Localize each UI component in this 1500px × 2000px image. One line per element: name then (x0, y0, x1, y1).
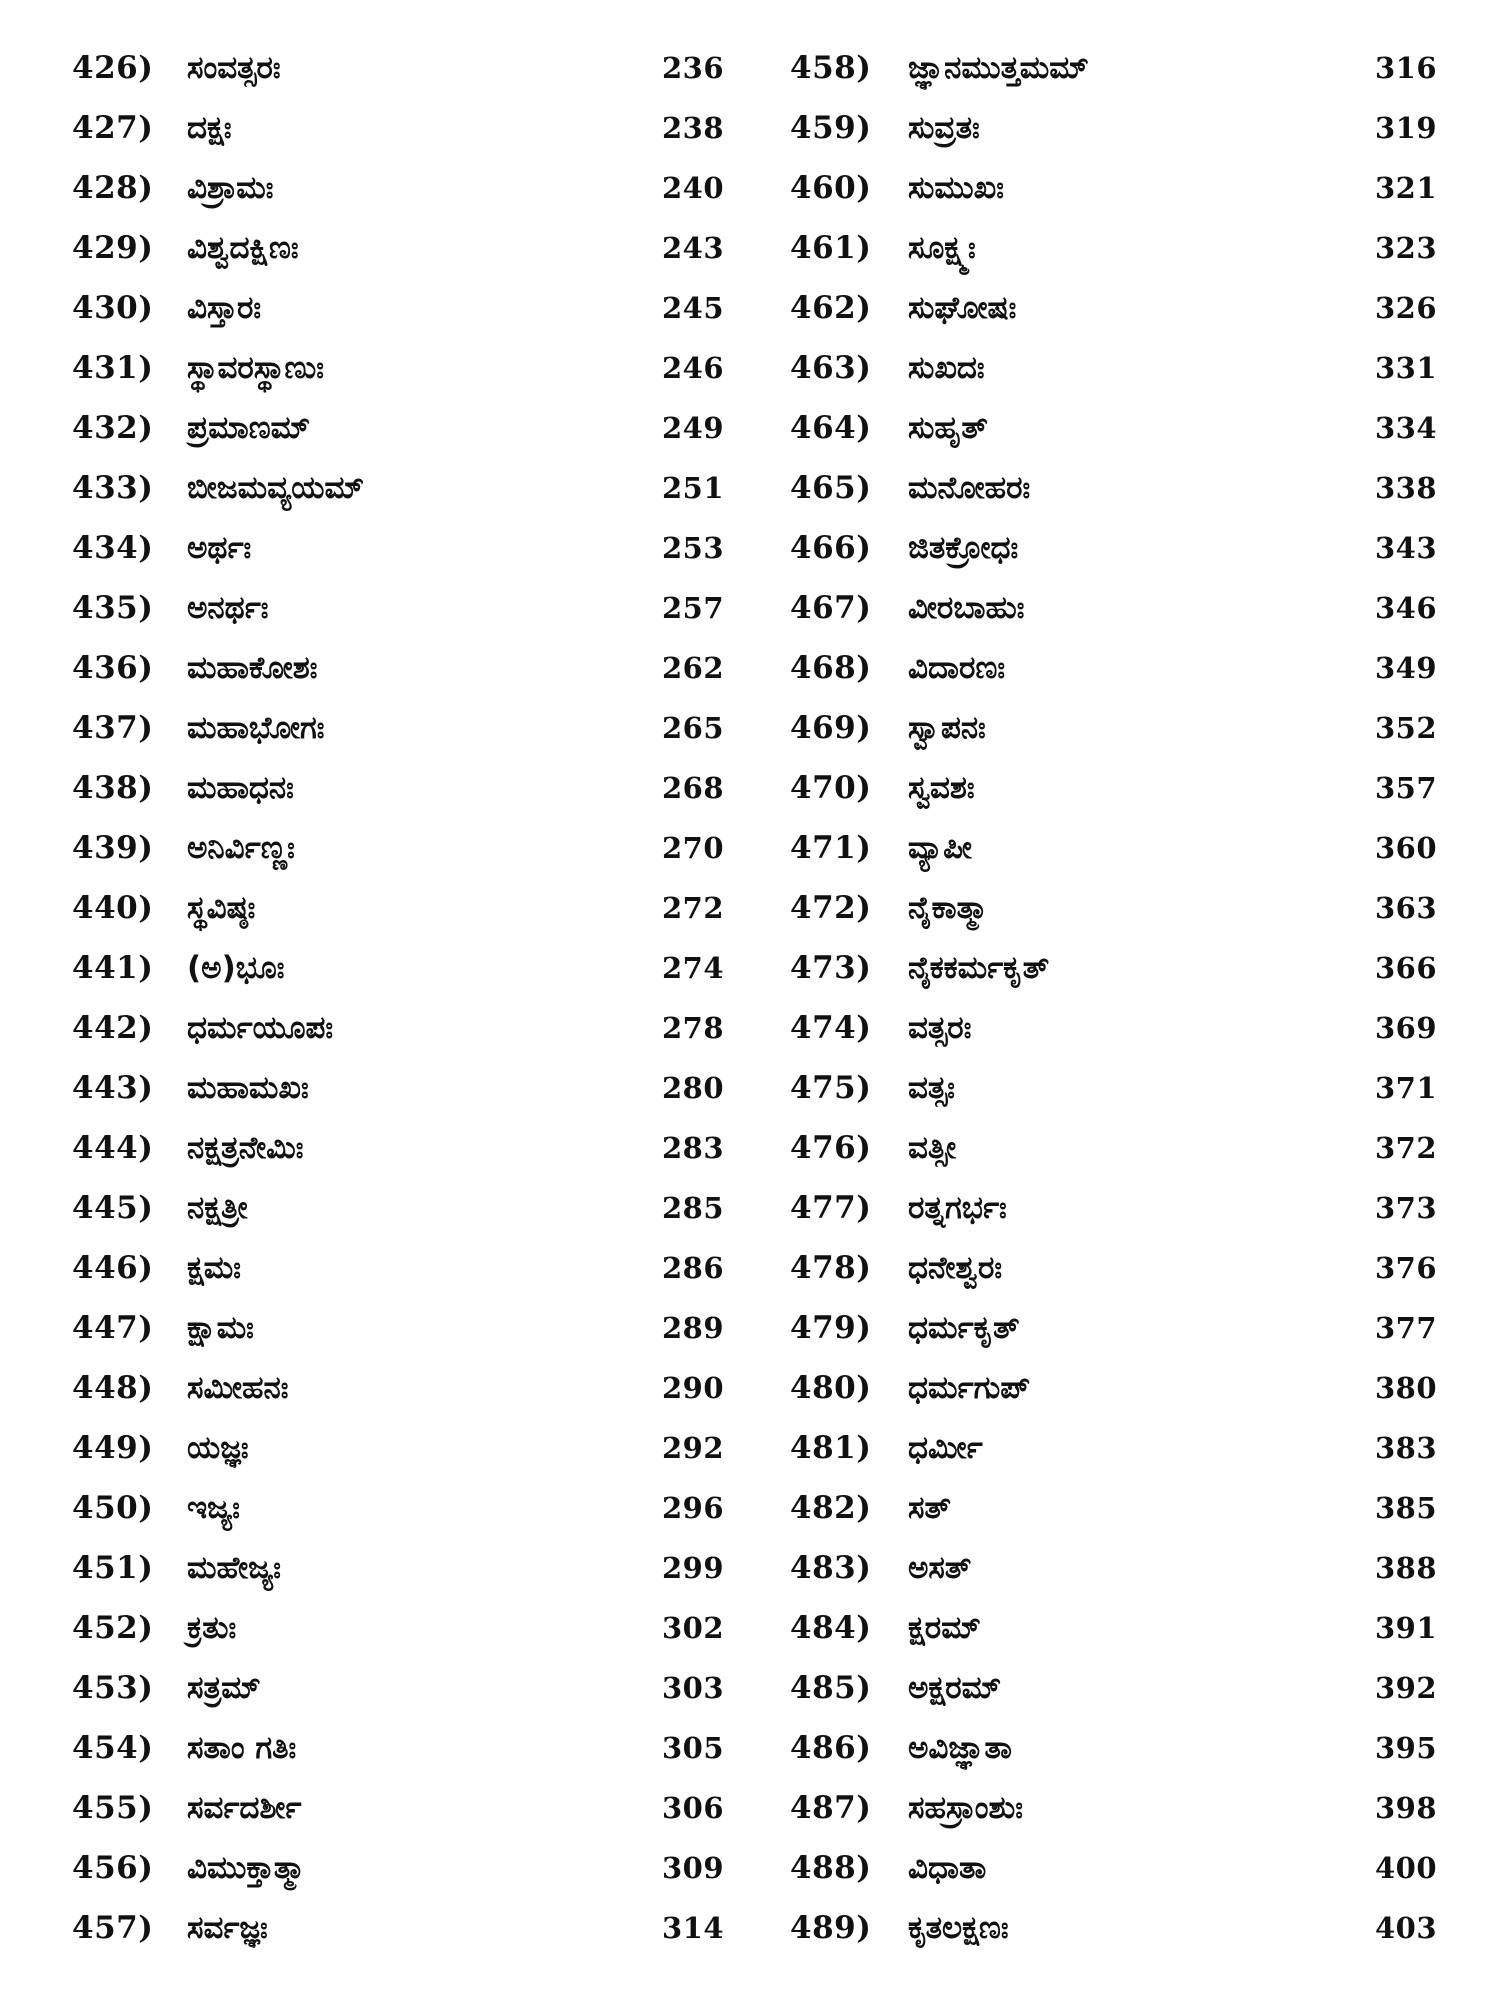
entry-page-number: 236 (662, 51, 725, 85)
index-entry (790, 38, 1450, 98)
index-entry (790, 818, 1450, 878)
entry-page-number: 292 (662, 1431, 725, 1465)
index-entry (72, 998, 725, 1058)
entry-name: ಧರ್ಮೀ (908, 1430, 983, 1466)
entry-number: 486) (790, 1730, 872, 1766)
entry-name: ಸತ್ರಮ್ (187, 1670, 261, 1706)
entry-number: 428) (72, 170, 154, 206)
entry-number: 487) (790, 1790, 872, 1826)
entry-name: ಸರ್ವಜ್ಞಃ (187, 1910, 268, 1946)
entry-number: 461) (790, 230, 872, 266)
entry-name: ವಿಶ್ವದಕ್ಷಿಣಃ (187, 230, 299, 266)
entry-page-number: 392 (1375, 1671, 1438, 1705)
index-entry (72, 398, 725, 458)
index-column-left (72, 38, 725, 1958)
entry-number: 466) (790, 530, 872, 566)
entry-number: 426) (72, 50, 154, 86)
index-entry (72, 1358, 725, 1418)
entry-number: 476) (790, 1130, 872, 1166)
entry-name: ಸೂಕ್ಷ್ಮಃ (908, 230, 976, 266)
index-entry (72, 458, 725, 518)
index-entry (790, 158, 1450, 218)
entry-name: ಅವಿಜ್ಞಾತಾ (908, 1730, 1012, 1766)
entry-page-number: 334 (1375, 411, 1438, 445)
entry-page-number: 385 (1375, 1491, 1438, 1525)
entry-page-number: 376 (1375, 1251, 1438, 1285)
entry-name: ಸಮೀಹನಃ (187, 1370, 289, 1406)
entry-number: 480) (790, 1370, 872, 1406)
entry-name: ಸ್ವಾಪನಃ (908, 710, 986, 746)
entry-name: ಧನೇಶ್ವರಃ (908, 1250, 1003, 1286)
index-entry (790, 1118, 1450, 1178)
entry-page-number: 253 (662, 531, 725, 565)
index-entry (72, 278, 725, 338)
index-column-right (790, 38, 1450, 1958)
entry-name: ನೈಕಾತ್ಮಾ (908, 890, 989, 926)
entry-number: 472) (790, 890, 872, 926)
entry-page-number: 306 (662, 1791, 725, 1825)
entry-page-number: 289 (662, 1311, 725, 1345)
entry-name: ಧರ್ಮಯೂಪಃ (187, 1010, 334, 1046)
index-entry (790, 1298, 1450, 1358)
index-entry (72, 1418, 725, 1478)
entry-page-number: 305 (662, 1731, 725, 1765)
index-entry (72, 1538, 725, 1598)
entry-page-number: 326 (1375, 291, 1438, 325)
index-entry (72, 1898, 725, 1958)
entry-page-number: 371 (1375, 1071, 1438, 1105)
entry-number: 432) (72, 410, 154, 446)
entry-page-number: 343 (1375, 531, 1438, 565)
entry-name: ಮಹೇಜ್ಯಃ (187, 1550, 281, 1586)
index-entry (790, 1478, 1450, 1538)
index-entry (72, 1658, 725, 1718)
entry-page-number: 262 (662, 651, 725, 685)
entry-number: 457) (72, 1910, 154, 1946)
entry-name: ವತ್ಸರಃ (908, 1010, 972, 1046)
index-entry (72, 938, 725, 998)
entry-name: ನಕ್ಷತ್ರನೇಮಿಃ (187, 1130, 304, 1166)
entry-number: 462) (790, 290, 872, 326)
entry-name: ಅಕ್ಷರಮ್ (908, 1670, 1002, 1706)
index-entry (72, 1778, 725, 1838)
index-entry (790, 1358, 1450, 1418)
entry-number: 464) (790, 410, 872, 446)
entry-page-number: 373 (1375, 1191, 1438, 1225)
entry-number: 475) (790, 1070, 872, 1106)
entry-number: 435) (72, 590, 154, 626)
index-entry (72, 1718, 725, 1778)
entry-page-number: 240 (662, 171, 725, 205)
entry-name: ಸ್ಥವಿಷ್ಠಃ (187, 890, 256, 926)
entry-name: ವಿಶ್ರಾಮಃ (187, 170, 274, 206)
index-entry (72, 878, 725, 938)
entry-name: ವಿಸ್ತಾರಃ (187, 290, 262, 326)
index-entry (72, 158, 725, 218)
entry-number: 440) (72, 890, 154, 926)
entry-name: ವತ್ಸಃ (908, 1070, 956, 1106)
entry-name: ಕ್ಷಾಮಃ (187, 1310, 254, 1346)
entry-page-number: 246 (662, 351, 725, 385)
index-entry (72, 98, 725, 158)
entry-page-number: 369 (1375, 1011, 1438, 1045)
entry-page-number: 314 (662, 1911, 725, 1945)
entry-name: ವಿಮುಕ್ತಾತ್ಮಾ (187, 1850, 306, 1886)
entry-number: 445) (72, 1190, 154, 1226)
entry-name: ಜಿತಕ್ರೋಧಃ (908, 530, 1019, 566)
index-entry (72, 638, 725, 698)
entry-page-number: 346 (1375, 591, 1438, 625)
entry-name: ಸರ್ವದರ್ಶೀ (187, 1790, 302, 1826)
entry-page-number: 331 (1375, 351, 1438, 385)
entry-number: 437) (72, 710, 154, 746)
index-entry (790, 1658, 1450, 1718)
entry-number: 431) (72, 350, 154, 386)
entry-page-number: 391 (1375, 1611, 1438, 1645)
entry-page-number: 280 (662, 1071, 725, 1105)
entry-name: ಮಹಾಮಖಃ (187, 1070, 309, 1106)
index-entry (790, 758, 1450, 818)
entry-number: 441) (72, 950, 154, 986)
index-entry (72, 818, 725, 878)
entry-name: ಪ್ರಮಾಣಮ್ (187, 410, 311, 446)
index-entry (790, 1178, 1450, 1238)
entry-number: 442) (72, 1010, 154, 1046)
entry-page-number: 274 (662, 951, 725, 985)
index-entry (72, 1478, 725, 1538)
entry-number: 485) (790, 1670, 872, 1706)
entry-number: 463) (790, 350, 872, 386)
index-entry (72, 1838, 725, 1898)
entry-number: 458) (790, 50, 872, 86)
index-entry (790, 218, 1450, 278)
entry-number: 474) (790, 1010, 872, 1046)
entry-name: ಸತಾಂ ಗತಿಃ (187, 1730, 297, 1766)
entry-name: ಜ್ಞಾನಮುತ್ತಮಮ್ (908, 50, 1089, 86)
entry-number: 450) (72, 1490, 154, 1526)
entry-number: 489) (790, 1910, 872, 1946)
entry-page-number: 360 (1375, 831, 1438, 865)
index-entry (790, 1898, 1450, 1958)
entry-number: 452) (72, 1610, 154, 1646)
entry-page-number: 395 (1375, 1731, 1438, 1765)
entry-page-number: 299 (662, 1551, 725, 1585)
entry-number: 479) (790, 1310, 872, 1346)
entry-name: ಸ್ಥಾವರಸ್ಥಾಣುಃ (187, 350, 324, 386)
entry-number: 477) (790, 1190, 872, 1226)
index-entry (790, 878, 1450, 938)
entry-name: ಮನೋಹರಃ (908, 470, 1031, 506)
index-entry (790, 398, 1450, 458)
entry-number: 468) (790, 650, 872, 686)
entry-name: ಮಹಾಕೋಶಃ (187, 650, 318, 686)
entry-name: ಕೃತಲಕ್ಷಣಃ (908, 1910, 1009, 1946)
entry-page-number: 272 (662, 891, 725, 925)
entry-page-number: 338 (1375, 471, 1438, 505)
entry-name: ವತ್ಸೀ (908, 1130, 957, 1166)
entry-page-number: 290 (662, 1371, 725, 1405)
entry-number: 429) (72, 230, 154, 266)
entry-name: ಕ್ರತುಃ (187, 1610, 237, 1646)
entry-number: 434) (72, 530, 154, 566)
entry-name: ಇಜ್ಯಃ (187, 1490, 240, 1526)
entry-number: 447) (72, 1310, 154, 1346)
entry-name: ಕ್ಷರಮ್ (908, 1610, 981, 1646)
index-entry (790, 638, 1450, 698)
entry-page-number: 388 (1375, 1551, 1438, 1585)
entry-name: ಬೀಜಮವ್ಯಯಮ್ (187, 470, 364, 506)
entry-name: ಸುಘೋಷಃ (908, 290, 1017, 326)
entry-number: 456) (72, 1850, 154, 1886)
index-entry (72, 218, 725, 278)
entry-name: ರತ್ನಗರ್ಭಃ (908, 1190, 1007, 1226)
entry-name: ಧರ್ಮಗುಪ್ (908, 1370, 1031, 1406)
entry-name: ಅರ್ಥಃ (187, 530, 252, 566)
index-entry (790, 998, 1450, 1058)
index-entry (790, 98, 1450, 158)
entry-page-number: 283 (662, 1131, 725, 1165)
entry-number: 481) (790, 1430, 872, 1466)
index-entry (790, 1238, 1450, 1298)
index-entry (72, 698, 725, 758)
entry-page-number: 383 (1375, 1431, 1438, 1465)
entry-number: 471) (790, 830, 872, 866)
entry-number: 483) (790, 1550, 872, 1586)
index-entry (790, 1418, 1450, 1478)
entry-name: ನೈಕಕರ್ಮಕೃತ್ (908, 950, 1050, 986)
entry-name: ಸಹಸ್ರಾಂಶುಃ (908, 1790, 1024, 1826)
entry-name: ಸುಮುಖಃ (908, 170, 1004, 206)
entry-name: ಸಂವತ್ಸರಃ (187, 50, 281, 86)
index-entry (790, 278, 1450, 338)
index-entry (790, 1778, 1450, 1838)
entry-number: 455) (72, 1790, 154, 1826)
index-entry (72, 1058, 725, 1118)
entry-page-number: 403 (1375, 1911, 1438, 1945)
index-entry (72, 38, 725, 98)
entry-page-number: 270 (662, 831, 725, 865)
entry-page-number: 352 (1375, 711, 1438, 745)
entry-name: ಸ್ವವಶಃ (908, 770, 975, 806)
entry-name: ಅನಿರ್ವಿಣ್ಣಃ (187, 830, 295, 866)
entry-number: 451) (72, 1550, 154, 1586)
entry-page-number: 302 (662, 1611, 725, 1645)
entry-number: 482) (790, 1490, 872, 1526)
entry-name: ಯಜ್ಞಃ (187, 1430, 249, 1466)
entry-name: ಸತ್ (908, 1490, 951, 1526)
entry-page-number: 243 (662, 231, 725, 265)
entry-number: 473) (790, 950, 872, 986)
entry-page-number: 323 (1375, 231, 1438, 265)
entry-number: 448) (72, 1370, 154, 1406)
index-entry (72, 1598, 725, 1658)
entry-name: ಅನರ್ಥಃ (187, 590, 269, 626)
entry-page-number: 372 (1375, 1131, 1438, 1165)
entry-page-number: 363 (1375, 891, 1438, 925)
entry-number: 449) (72, 1430, 154, 1466)
entry-number: 427) (72, 110, 154, 146)
index-entry (790, 1538, 1450, 1598)
entry-name: ವಿಧಾತಾ (908, 1850, 987, 1886)
index-entry (790, 518, 1450, 578)
entry-name: ನಕ್ಷತ್ರೀ (187, 1190, 248, 1226)
entry-name: (ಅ)ಭೂಃ (187, 950, 285, 986)
entry-name: ವೀರಬಾಹುಃ (908, 590, 1025, 626)
entry-name: ವಿದಾರಣಃ (908, 650, 1006, 686)
index-entry (72, 1118, 725, 1178)
entry-number: 439) (72, 830, 154, 866)
entry-page-number: 303 (662, 1671, 725, 1705)
entry-name: ಸುಖದಃ (908, 350, 985, 386)
entry-page-number: 349 (1375, 651, 1438, 685)
entry-page-number: 321 (1375, 171, 1438, 205)
index-entry (790, 458, 1450, 518)
entry-page-number: 380 (1375, 1371, 1438, 1405)
index-entry (72, 518, 725, 578)
entry-page-number: 238 (662, 111, 725, 145)
entry-page-number: 319 (1375, 111, 1438, 145)
entry-page-number: 398 (1375, 1791, 1438, 1825)
index-entry (790, 1718, 1450, 1778)
entry-number: 430) (72, 290, 154, 326)
index-entry (790, 698, 1450, 758)
index-entry (790, 578, 1450, 638)
index-entry (790, 1058, 1450, 1118)
entry-name: ಮಹಾಭೋಗಃ (187, 710, 325, 746)
entry-page-number: 249 (662, 411, 725, 445)
entry-page-number: 366 (1375, 951, 1438, 985)
entry-number: 443) (72, 1070, 154, 1106)
entry-name: ಕ್ಷಮಃ (187, 1250, 242, 1286)
entry-name: ಮಹಾಧನಃ (187, 770, 294, 806)
entry-number: 460) (790, 170, 872, 206)
index-entry (72, 1238, 725, 1298)
entry-page-number: 296 (662, 1491, 725, 1525)
entry-page-number: 285 (662, 1191, 725, 1225)
entry-number: 469) (790, 710, 872, 746)
entry-number: 454) (72, 1730, 154, 1766)
entry-number: 444) (72, 1130, 154, 1166)
entry-page-number: 400 (1375, 1851, 1438, 1885)
entry-number: 453) (72, 1670, 154, 1706)
entry-name: ದಕ್ಷಃ (187, 110, 232, 146)
index-entry (790, 338, 1450, 398)
entry-number: 446) (72, 1250, 154, 1286)
entry-number: 433) (72, 470, 154, 506)
index-entry (72, 1298, 725, 1358)
entry-page-number: 257 (662, 591, 725, 625)
entry-page-number: 377 (1375, 1311, 1438, 1345)
entry-page-number: 278 (662, 1011, 725, 1045)
entry-number: 465) (790, 470, 872, 506)
entry-page-number: 265 (662, 711, 725, 745)
entry-page-number: 245 (662, 291, 725, 325)
entry-number: 484) (790, 1610, 872, 1646)
entry-number: 467) (790, 590, 872, 626)
entry-name: ಸುವ್ರತಃ (908, 110, 980, 146)
entry-number: 459) (790, 110, 872, 146)
entry-page-number: 357 (1375, 771, 1438, 805)
entry-number: 438) (72, 770, 154, 806)
entry-number: 470) (790, 770, 872, 806)
entry-page-number: 268 (662, 771, 725, 805)
entry-name: ಧರ್ಮಕೃತ್ (908, 1310, 1020, 1346)
entry-page-number: 316 (1375, 51, 1438, 85)
entry-number: 478) (790, 1250, 872, 1286)
index-entry (72, 578, 725, 638)
index-entry (72, 758, 725, 818)
entry-name: ಅಸತ್ (908, 1550, 972, 1586)
index-entry (790, 938, 1450, 998)
entry-page-number: 286 (662, 1251, 725, 1285)
entry-number: 436) (72, 650, 154, 686)
index-entry (790, 1598, 1450, 1658)
entry-page-number: 251 (662, 471, 725, 505)
entry-name: ಸುಹೃತ್ (908, 410, 988, 446)
entry-name: ವ್ಯಾಪೀ (908, 830, 972, 866)
entry-page-number: 309 (662, 1851, 725, 1885)
index-entry (790, 1838, 1450, 1898)
entry-number: 488) (790, 1850, 872, 1886)
index-entry (72, 338, 725, 398)
index-entry (72, 1178, 725, 1238)
